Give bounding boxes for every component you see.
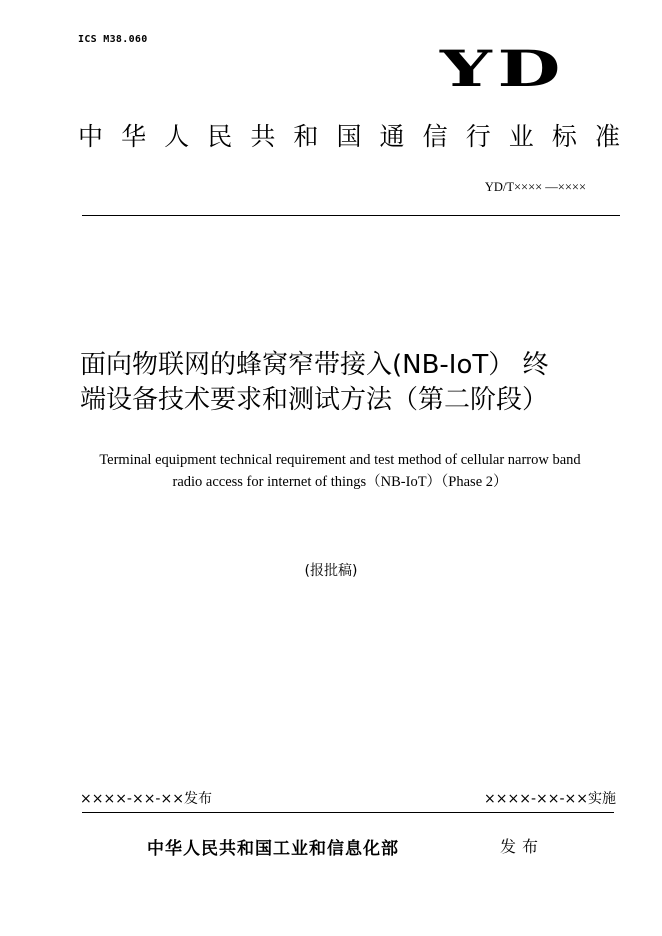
english-title-line-2: radio access for internet of things（NB-IoT）（Phase 2） bbox=[172, 474, 508, 490]
issue-date: ××××-××-××发布 bbox=[80, 791, 212, 807]
english-title bbox=[70, 449, 610, 493]
yd-logo: YD bbox=[440, 39, 567, 98]
org-char: 中 bbox=[78, 122, 104, 151]
implementation-date: ××××-××-××实施 bbox=[484, 791, 616, 807]
ics-code: ICS M38.060 bbox=[78, 34, 148, 45]
standard-number: YD/T×××× —×××× bbox=[484, 180, 586, 194]
chinese-title bbox=[80, 348, 620, 418]
org-char: 华 bbox=[121, 122, 147, 151]
org-char: 通 bbox=[379, 122, 405, 151]
chinese-title-line-1: 面向物联网的蜂窝窄带接入(NB-IoT） 终 bbox=[80, 350, 549, 380]
org-char: 信 bbox=[422, 122, 448, 151]
org-char: 标 bbox=[551, 122, 577, 151]
issuing-ministry: 中华人民共和国工业和信息化部 bbox=[147, 839, 399, 859]
draft-status: (报批稿) bbox=[304, 563, 358, 579]
org-char: 人 bbox=[164, 122, 190, 151]
footer-divider bbox=[82, 812, 614, 813]
publish-label: 发布 bbox=[500, 837, 545, 856]
org-char: 共 bbox=[250, 122, 276, 151]
org-char: 和 bbox=[293, 122, 319, 151]
org-char: 民 bbox=[207, 122, 233, 151]
chinese-title-line-2: 端设备技术要求和测试方法（第二阶段） bbox=[80, 385, 549, 416]
org-char: 业 bbox=[508, 122, 534, 151]
org-char: 行 bbox=[465, 122, 491, 151]
org-char: 国 bbox=[336, 122, 362, 151]
org-char: 准 bbox=[594, 122, 620, 151]
org-standard-title bbox=[78, 122, 620, 152]
header-divider bbox=[82, 215, 620, 216]
english-title-line-1: Terminal equipment technical requirement and test method of cellular narrow band bbox=[99, 452, 581, 468]
